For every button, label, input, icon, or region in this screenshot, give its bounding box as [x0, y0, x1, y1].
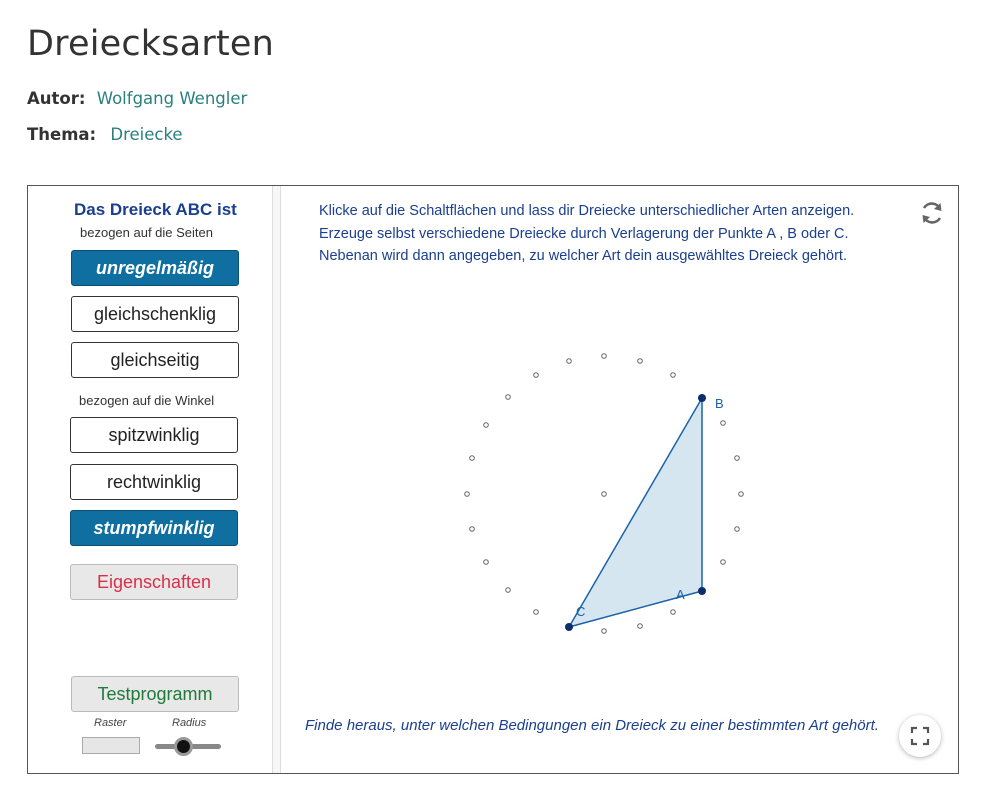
instruction-line: Nebenan wird dann angegeben, zu welcher Art dein ausgewähltes Dreieck gehört.: [319, 248, 847, 264]
spitzwinklig-button[interactable]: spitzwinklig: [70, 417, 238, 453]
eigenschaften-button[interactable]: Eigenschaften: [70, 564, 238, 600]
label-c: C: [576, 604, 586, 619]
topic-link[interactable]: Dreiecke: [110, 125, 183, 144]
gleichschenklig-button[interactable]: gleichschenklig: [71, 296, 239, 332]
label-a: A: [676, 587, 685, 602]
rechtwinklig-button[interactable]: rechtwinklig: [70, 464, 238, 500]
gleichseitig-button[interactable]: gleichseitig: [71, 342, 239, 378]
radius-label: Radius: [172, 717, 207, 729]
author-row: [27, 89, 247, 108]
geogebra-applet: [27, 185, 959, 774]
topic-row: [27, 125, 183, 144]
angles-label: bezogen auf die Winkel: [79, 393, 215, 408]
author-link[interactable]: Wolfgang Wengler: [96, 89, 248, 108]
unregelmaessig-button[interactable]: unregelmäßig: [71, 250, 239, 286]
panel-heading: Das Dreieck ABC ist: [74, 200, 237, 219]
sides-label: bezogen auf die Seiten: [80, 225, 213, 240]
point-c[interactable]: [565, 623, 573, 631]
page-title: Dreiecksarten: [27, 24, 274, 64]
raster-label: Raster: [94, 717, 127, 729]
stumpfwinklig-button[interactable]: stumpfwinklig: [70, 510, 238, 546]
point-b[interactable]: [698, 394, 706, 402]
instruction-line: Erzeuge selbst verschiedene Dreiecke durch Verlagerung der Punkte A , B oder C.: [319, 225, 849, 242]
topic-label: Thema:: [27, 125, 97, 144]
instruction-line: Klicke auf die Schaltflächen und lass dir Dreiecke unterschiedlicher Arten anzeigen.: [319, 203, 855, 219]
footer-hint: Finde heraus, unter welchen Bedingungen ein Dreieck zu einer bestimmten Art gehört.: [305, 717, 879, 734]
graphics-canvas: [28, 186, 960, 773]
author-label: Autor:: [27, 89, 86, 108]
testprogramm-button[interactable]: Testprogramm: [71, 676, 239, 712]
point-a[interactable]: [698, 587, 706, 595]
label-b: B: [715, 396, 724, 411]
fullscreen-icon: [899, 715, 941, 757]
fullscreen-button[interactable]: [899, 715, 941, 757]
